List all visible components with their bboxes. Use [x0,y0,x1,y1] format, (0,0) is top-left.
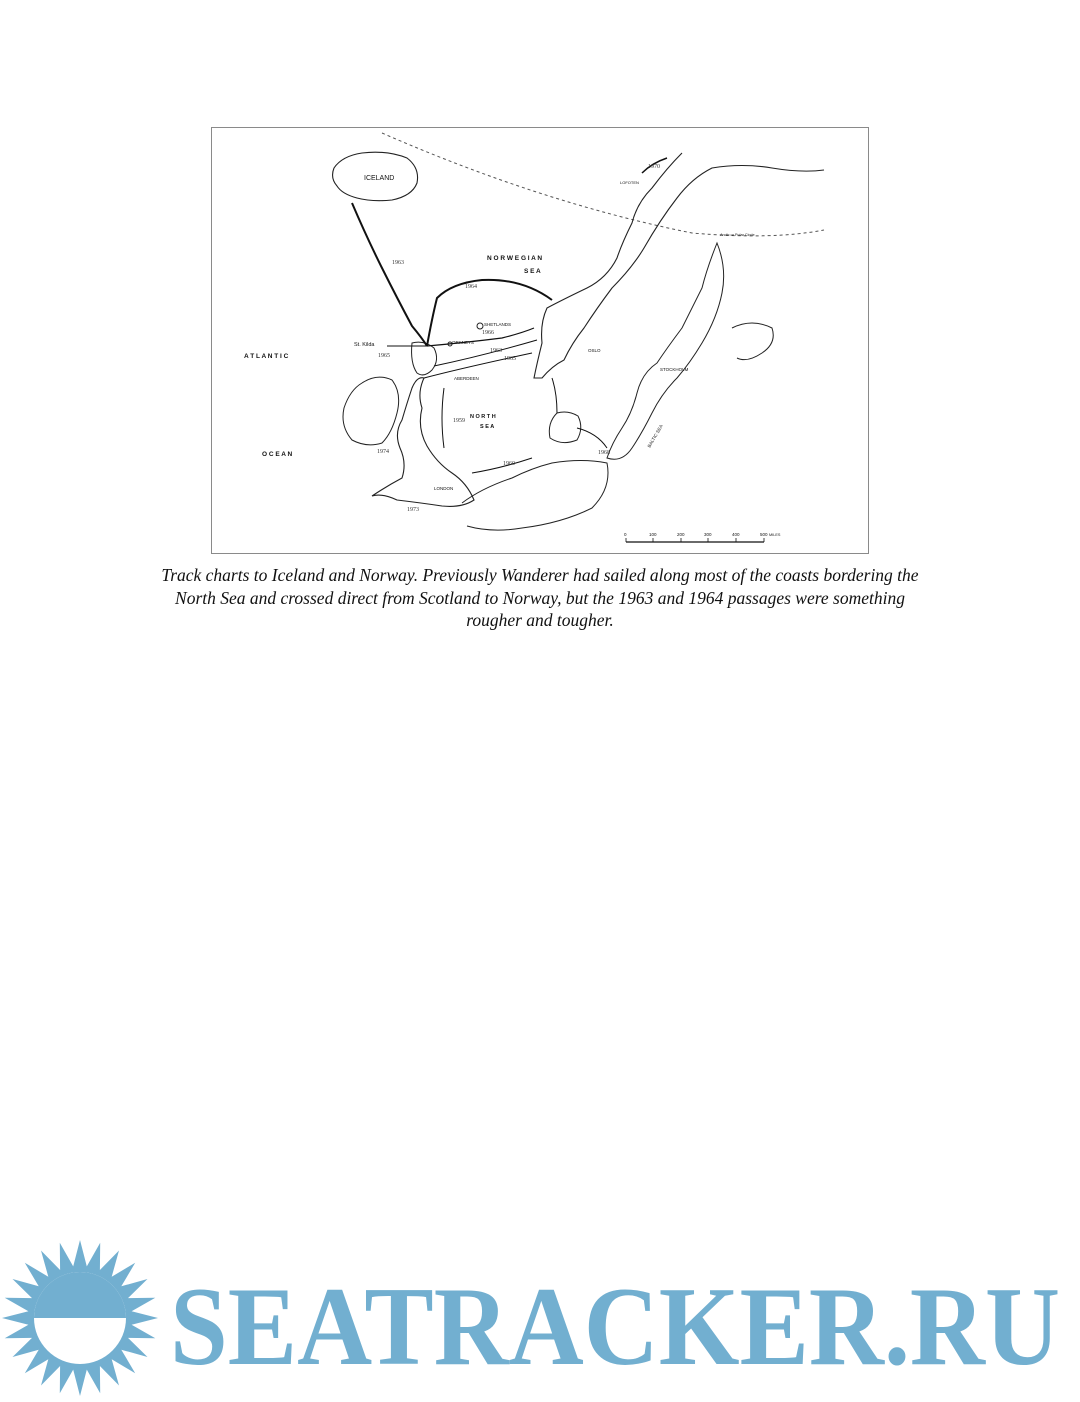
year-1959: 1959 [453,418,465,424]
track-1960 [472,458,532,473]
year-1973: 1973 [407,507,419,513]
label-orkneys: ORKNEYS [452,340,475,345]
label-iceland: ICELAND [364,175,395,182]
label-aberdeen: ABERDEEN [454,376,479,381]
ireland-coast [343,377,399,445]
label-london: LONDON [434,486,454,491]
norway-coast [534,153,824,378]
label-arctic-circle: Arctic or Polar Circle [720,233,755,237]
year-1963-iceland: 1963 [392,260,404,266]
scale-tick-0: 0 [624,532,627,537]
figure-caption: Track charts to Iceland and Norway. Previously Wanderer had sailed along most of the coasts bordering the North Sea and crossed direct from Scotland to Norway, but the 1963 and 1964 passages were something rougher and tougher. [161,565,919,630]
track-skagerrak [552,378,557,413]
scale-tick-300: 300 [704,532,712,537]
label-oslo: OSLO [588,348,601,353]
track-1959 [442,388,444,448]
scale-bar [624,532,781,542]
track-1964-norway [427,280,552,346]
year-1964: 1964 [465,284,477,290]
year-1968: 1968 [598,450,610,456]
year-1970: 1970 [648,164,660,170]
scale-unit: MILES [769,533,781,537]
year-1960: 1960 [503,461,515,467]
map-drawing [212,128,868,553]
track-1968 [577,428,607,448]
logo-wordmark: SEATRACKER.RU [170,1265,1060,1389]
denmark-coast [549,412,580,443]
label-stockholm: STOCKHOLM [660,367,689,372]
britain-coast [372,378,474,507]
track-chart-map [211,127,869,554]
track-1966 [427,328,534,346]
scale-tick-500: 500 [760,532,768,537]
track-1963-iceland [352,203,427,346]
label-atlantic: A T L A N T I C [244,353,289,360]
label-lofoten: LOFOTEN [620,180,639,185]
shetlands-island [477,323,483,329]
sun-icon [2,1240,158,1396]
year-1974: 1974 [377,449,389,455]
label-baltic-sea: BALTIC SEA [646,423,664,449]
year-1963-mid: 1963 [490,348,502,354]
scale-tick-200: 200 [677,532,685,537]
label-north-sea-2: S E A [480,424,495,430]
label-st-kilda: St. Kilda [354,342,375,348]
label-shetlands: SHETLANDS [484,322,512,327]
year-1965-stkilda: 1965 [378,353,390,359]
arctic-circle-line [382,133,824,236]
label-norwegian-sea-2: S E A [524,268,541,275]
scale-tick-400: 400 [732,532,740,537]
logo-graphic [0,1238,1080,1397]
label-ocean: O C E A N [262,451,293,458]
seatracker-logo [0,1238,1080,1397]
label-north-sea-1: N O R T H [470,414,496,420]
year-1966: 1966 [482,330,494,336]
label-norwegian-sea-1: N O R W E G I A N [487,255,543,262]
scale-tick-100: 100 [649,532,657,537]
scotland-coast [412,342,437,375]
finland-coast [732,323,773,360]
year-1965-mid: 1965 [504,356,516,362]
